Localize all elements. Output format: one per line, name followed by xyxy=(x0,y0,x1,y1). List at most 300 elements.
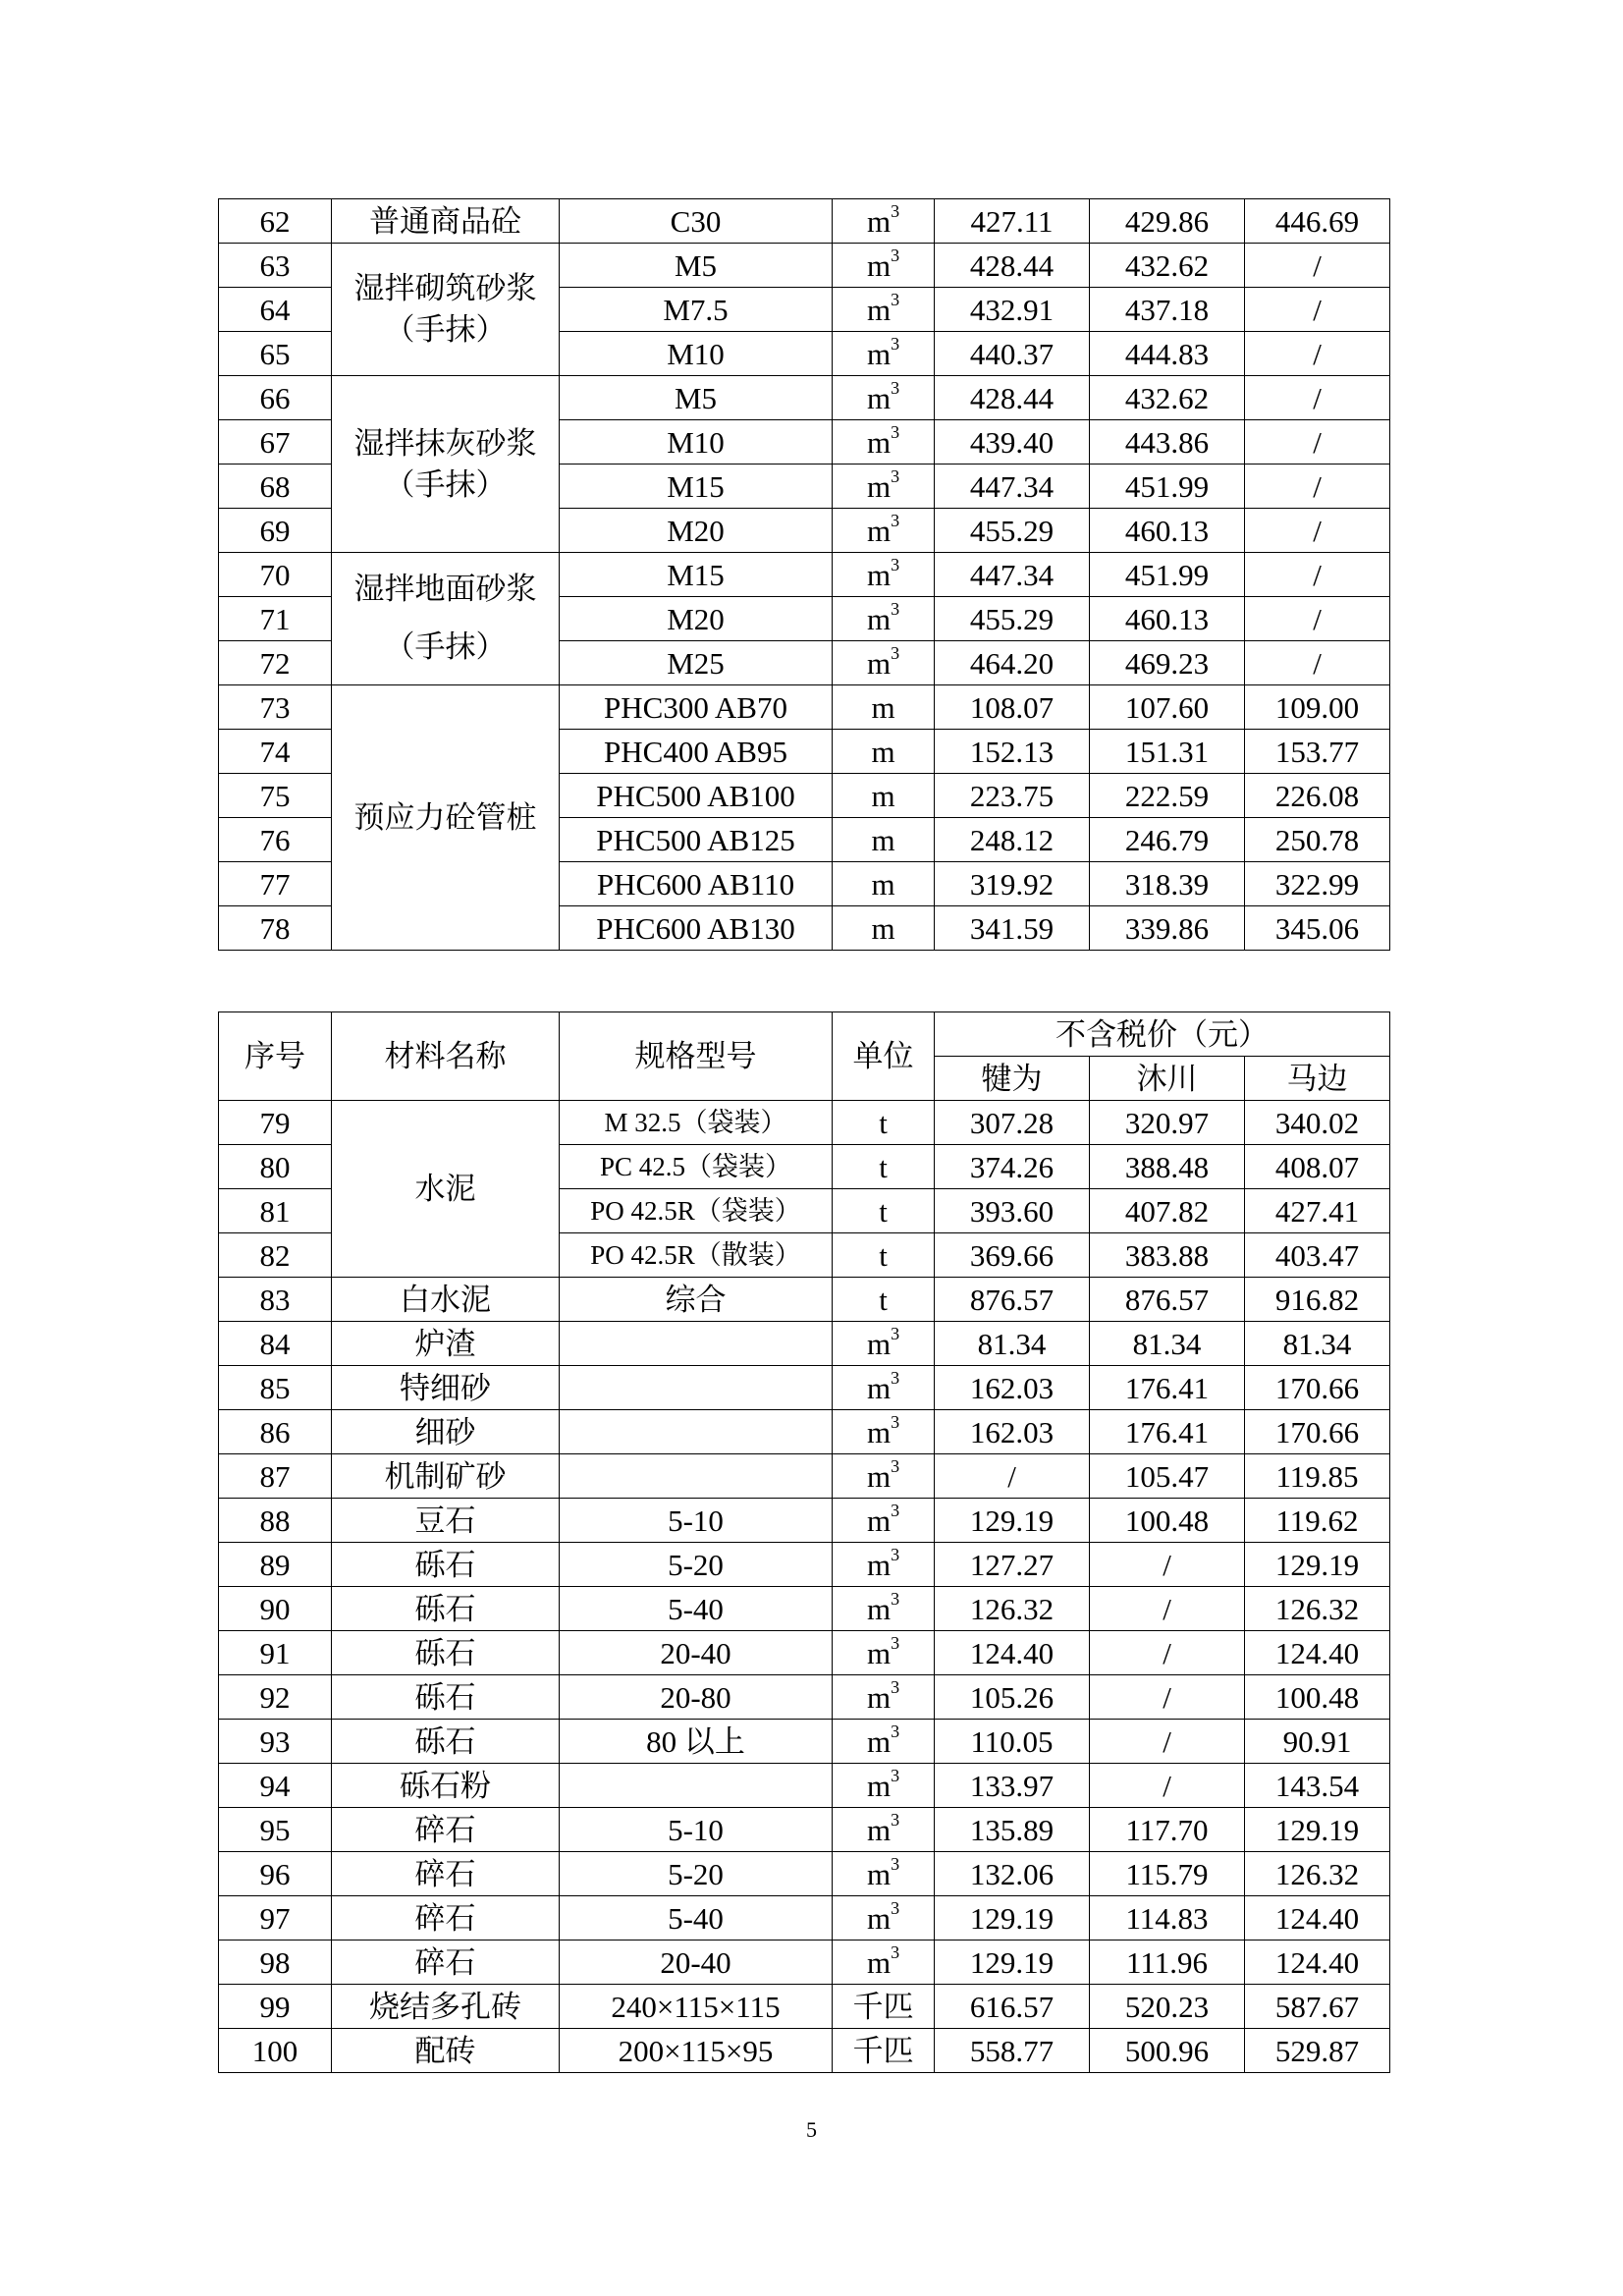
price-city-3: 124.40 xyxy=(1245,1896,1390,1941)
price-city-3: 129.19 xyxy=(1245,1808,1390,1852)
price-city-3: 340.02 xyxy=(1245,1101,1390,1145)
spec-cell: 综合 xyxy=(560,1278,833,1322)
unit-cell: 千匹 xyxy=(833,2029,935,2073)
row-number: 93 xyxy=(219,1720,332,1764)
unit-cell xyxy=(833,332,935,376)
price-city-2: 407.82 xyxy=(1090,1189,1245,1233)
price-city-3: 408.07 xyxy=(1245,1145,1390,1189)
price-city-3: / xyxy=(1245,641,1390,685)
price-city-1: 427.11 xyxy=(935,199,1090,244)
row-number: 65 xyxy=(219,332,332,376)
material-name-cell: 碎石 xyxy=(332,1941,560,1985)
price-city-1: 464.20 xyxy=(935,641,1090,685)
spec-cell: M20 xyxy=(560,597,833,641)
spec-cell: M5 xyxy=(560,376,833,420)
spec-cell: PO 42.5R（袋装） xyxy=(560,1189,833,1233)
material-name-cell: 特细砂 xyxy=(332,1366,560,1410)
price-city-3: 81.34 xyxy=(1245,1322,1390,1366)
spec-cell: M7.5 xyxy=(560,288,833,332)
unit-exponent: 3 xyxy=(891,1721,900,1741)
price-city-3: 153.77 xyxy=(1245,730,1390,774)
spec-cell: M10 xyxy=(560,420,833,465)
price-city-2: 876.57 xyxy=(1090,1278,1245,1322)
unit-base: m xyxy=(866,292,892,327)
price-city-1: 127.27 xyxy=(935,1543,1090,1587)
price-city-2: 222.59 xyxy=(1090,774,1245,818)
price-city-1: 341.59 xyxy=(935,906,1090,951)
row-number: 69 xyxy=(219,509,332,553)
price-city-3: 250.78 xyxy=(1245,818,1390,862)
row-number: 76 xyxy=(219,818,332,862)
material-name-cell xyxy=(332,244,560,376)
unit-base: m xyxy=(866,557,892,592)
unit-base: m xyxy=(866,1635,892,1670)
unit-cell xyxy=(833,1852,935,1896)
spec-cell: 5-10 xyxy=(560,1499,833,1543)
price-city-2: 451.99 xyxy=(1090,465,1245,509)
row-number: 71 xyxy=(219,597,332,641)
row-number: 63 xyxy=(219,244,332,288)
spec-cell: PHC400 AB95 xyxy=(560,730,833,774)
material-name-cell: 砾石 xyxy=(332,1720,560,1764)
unit-cell: m xyxy=(833,862,935,906)
price-city-1: 374.26 xyxy=(935,1145,1090,1189)
row-number: 91 xyxy=(219,1631,332,1675)
price-table-bottom-body xyxy=(219,1101,1390,2073)
price-city-3: 446.69 xyxy=(1245,199,1390,244)
price-city-1: 81.34 xyxy=(935,1322,1090,1366)
unit-cell: m xyxy=(833,906,935,951)
table-row xyxy=(219,244,1390,288)
unit-exponent: 3 xyxy=(891,377,900,398)
unit-base: m xyxy=(866,1547,892,1582)
unit-base: m xyxy=(866,1856,892,1891)
price-city-2: 100.48 xyxy=(1090,1499,1245,1543)
price-table-top xyxy=(218,198,1390,951)
row-number: 72 xyxy=(219,641,332,685)
price-table-bottom xyxy=(218,1011,1390,2073)
unit-exponent: 3 xyxy=(891,421,900,442)
price-city-1: 135.89 xyxy=(935,1808,1090,1852)
material-name-cell: 豆石 xyxy=(332,1499,560,1543)
unit-cell: t xyxy=(833,1189,935,1233)
price-city-2: 176.41 xyxy=(1090,1366,1245,1410)
unit-exponent: 3 xyxy=(891,289,900,309)
price-city-2: 451.99 xyxy=(1090,553,1245,597)
row-number: 81 xyxy=(219,1189,332,1233)
price-city-3: 529.87 xyxy=(1245,2029,1390,2073)
spec-cell: C30 xyxy=(560,199,833,244)
price-city-2: 339.86 xyxy=(1090,906,1245,951)
price-city-3: 109.00 xyxy=(1245,685,1390,730)
price-city-2: 432.62 xyxy=(1090,244,1245,288)
price-city-1: 428.44 xyxy=(935,376,1090,420)
material-name-cell xyxy=(332,553,560,685)
price-city-2: 383.88 xyxy=(1090,1233,1245,1278)
price-city-3: / xyxy=(1245,332,1390,376)
row-number: 87 xyxy=(219,1454,332,1499)
spec-cell: M20 xyxy=(560,509,833,553)
price-city-1: 124.40 xyxy=(935,1631,1090,1675)
unit-exponent: 3 xyxy=(891,1367,900,1388)
unit-base: m xyxy=(866,1591,892,1626)
unit-base: m xyxy=(866,1679,892,1715)
price-city-1: 105.26 xyxy=(935,1675,1090,1720)
unit-cell xyxy=(833,376,935,420)
unit-base: m xyxy=(866,1503,892,1538)
spec-cell: PHC600 AB130 xyxy=(560,906,833,951)
table-row xyxy=(219,1278,1390,1322)
unit-base: m xyxy=(866,336,892,371)
unit-cell xyxy=(833,1587,935,1631)
unit-exponent: 3 xyxy=(891,1588,900,1609)
unit-cell xyxy=(833,641,935,685)
spec-cell: PHC300 AB70 xyxy=(560,685,833,730)
unit-cell xyxy=(833,199,935,244)
unit-exponent: 3 xyxy=(891,1544,900,1564)
unit-cell: t xyxy=(833,1278,935,1322)
table-row xyxy=(219,1631,1390,1675)
material-name-cell: 细砂 xyxy=(332,1410,560,1454)
price-city-2: 151.31 xyxy=(1090,730,1245,774)
spec-cell: 5-40 xyxy=(560,1587,833,1631)
row-number: 98 xyxy=(219,1941,332,1985)
price-city-1: 129.19 xyxy=(935,1941,1090,1985)
unit-cell xyxy=(833,1454,935,1499)
material-name-cell: 预应力砼管桩 xyxy=(332,685,560,951)
price-city-2: 114.83 xyxy=(1090,1896,1245,1941)
unit-exponent: 3 xyxy=(891,245,900,265)
table-row xyxy=(219,1499,1390,1543)
price-city-3: 90.91 xyxy=(1245,1720,1390,1764)
unit-cell xyxy=(833,509,935,553)
price-city-3: / xyxy=(1245,597,1390,641)
price-city-2: 388.48 xyxy=(1090,1145,1245,1189)
price-city-1: 162.03 xyxy=(935,1366,1090,1410)
price-city-3: 124.40 xyxy=(1245,1631,1390,1675)
unit-cell: m xyxy=(833,818,935,862)
price-city-1: 132.06 xyxy=(935,1852,1090,1896)
spec-cell: PC 42.5（袋装） xyxy=(560,1145,833,1189)
price-city-3: 119.85 xyxy=(1245,1454,1390,1499)
spec-cell xyxy=(560,1322,833,1366)
row-number: 68 xyxy=(219,465,332,509)
spec-cell: M15 xyxy=(560,553,833,597)
price-city-2: 437.18 xyxy=(1090,288,1245,332)
unit-exponent: 3 xyxy=(891,1809,900,1830)
row-number: 88 xyxy=(219,1499,332,1543)
header-price: 不含税价（元） xyxy=(935,1012,1390,1057)
unit-base: m xyxy=(866,1812,892,1847)
material-name-cell: 水泥 xyxy=(332,1101,560,1278)
table-row xyxy=(219,1720,1390,1764)
spec-cell xyxy=(560,1764,833,1808)
table-row xyxy=(219,1896,1390,1941)
table-row xyxy=(219,1543,1390,1587)
table-row xyxy=(219,1675,1390,1720)
price-city-2: 176.41 xyxy=(1090,1410,1245,1454)
unit-exponent: 3 xyxy=(891,1765,900,1785)
price-city-1: 447.34 xyxy=(935,553,1090,597)
price-city-2: / xyxy=(1090,1543,1245,1587)
price-city-3: 170.66 xyxy=(1245,1366,1390,1410)
unit-base: m xyxy=(866,645,892,681)
price-city-3: / xyxy=(1245,376,1390,420)
unit-base: m xyxy=(866,203,892,239)
spec-cell: PHC500 AB125 xyxy=(560,818,833,862)
unit-cell: m xyxy=(833,730,935,774)
spec-cell: PO 42.5R（散装） xyxy=(560,1233,833,1278)
price-city-1: 369.66 xyxy=(935,1233,1090,1278)
material-name-cell: 机制矿砂 xyxy=(332,1454,560,1499)
price-city-3: 100.48 xyxy=(1245,1675,1390,1720)
unit-base: m xyxy=(866,424,892,460)
table-row xyxy=(219,685,1390,730)
unit-cell xyxy=(833,1675,935,1720)
price-city-2: 460.13 xyxy=(1090,509,1245,553)
unit-cell xyxy=(833,420,935,465)
unit-base: m xyxy=(866,1768,892,1803)
price-city-2: 111.96 xyxy=(1090,1941,1245,1985)
price-city-3: / xyxy=(1245,420,1390,465)
price-city-3: / xyxy=(1245,553,1390,597)
unit-exponent: 3 xyxy=(891,554,900,574)
table-row xyxy=(219,1322,1390,1366)
material-name-line: 湿拌地面砂浆 xyxy=(353,572,537,607)
price-city-3: 126.32 xyxy=(1245,1587,1390,1631)
price-city-2: / xyxy=(1090,1764,1245,1808)
material-name-cell: 碎石 xyxy=(332,1896,560,1941)
table-row xyxy=(219,1852,1390,1896)
price-city-1: 248.12 xyxy=(935,818,1090,862)
spec-cell: M5 xyxy=(560,244,833,288)
price-city-2: 320.97 xyxy=(1090,1101,1245,1145)
header-city-1: 犍为 xyxy=(935,1057,1090,1101)
unit-base: m xyxy=(866,468,892,504)
price-city-1: 616.57 xyxy=(935,1985,1090,2029)
material-name-cell: 碎石 xyxy=(332,1852,560,1896)
spec-cell xyxy=(560,1410,833,1454)
spec-cell: 5-20 xyxy=(560,1543,833,1587)
spec-cell: 5-10 xyxy=(560,1808,833,1852)
price-city-3: 124.40 xyxy=(1245,1941,1390,1985)
material-name-subline: （手抹） xyxy=(384,312,507,347)
price-city-3: 322.99 xyxy=(1245,862,1390,906)
header-city-2: 沐川 xyxy=(1090,1057,1245,1101)
table-row xyxy=(219,2029,1390,2073)
price-city-2: 444.83 xyxy=(1090,332,1245,376)
price-city-2: 460.13 xyxy=(1090,597,1245,641)
unit-exponent: 3 xyxy=(891,1323,900,1343)
material-name-line: 湿拌砌筑砂浆 xyxy=(353,271,537,306)
price-city-2: 81.34 xyxy=(1090,1322,1245,1366)
material-name-cell: 白水泥 xyxy=(332,1278,560,1322)
spec-cell: 80 以上 xyxy=(560,1720,833,1764)
unit-base: m xyxy=(866,1900,892,1936)
header-city-3: 马边 xyxy=(1245,1057,1390,1101)
row-number: 73 xyxy=(219,685,332,730)
spec-cell xyxy=(560,1454,833,1499)
unit-cell xyxy=(833,288,935,332)
row-number: 82 xyxy=(219,1233,332,1278)
unit-exponent: 3 xyxy=(891,1941,900,1962)
price-city-2: / xyxy=(1090,1720,1245,1764)
spec-cell: 20-40 xyxy=(560,1941,833,1985)
row-number: 97 xyxy=(219,1896,332,1941)
price-city-1: 126.32 xyxy=(935,1587,1090,1631)
header-spec: 规格型号 xyxy=(560,1012,833,1101)
price-city-1: 110.05 xyxy=(935,1720,1090,1764)
price-city-3: 143.54 xyxy=(1245,1764,1390,1808)
price-city-1: 455.29 xyxy=(935,509,1090,553)
unit-cell xyxy=(833,553,935,597)
price-city-3: / xyxy=(1245,509,1390,553)
price-city-3: 119.62 xyxy=(1245,1499,1390,1543)
row-number: 86 xyxy=(219,1410,332,1454)
unit-cell xyxy=(833,1631,935,1675)
page-number: 5 xyxy=(806,2117,817,2142)
row-number: 96 xyxy=(219,1852,332,1896)
price-city-1: 432.91 xyxy=(935,288,1090,332)
price-city-2: 469.23 xyxy=(1090,641,1245,685)
unit-cell xyxy=(833,244,935,288)
unit-base: m xyxy=(866,601,892,636)
material-name-cell: 砾石 xyxy=(332,1543,560,1587)
price-city-3: 427.41 xyxy=(1245,1189,1390,1233)
material-name-cell: 砾石 xyxy=(332,1675,560,1720)
spec-cell: PHC600 AB110 xyxy=(560,862,833,906)
price-city-1: 108.07 xyxy=(935,685,1090,730)
row-number: 78 xyxy=(219,906,332,951)
table-row xyxy=(219,553,1390,597)
row-number: 75 xyxy=(219,774,332,818)
header-row xyxy=(219,1012,1390,1057)
unit-exponent: 3 xyxy=(891,465,900,486)
row-number: 85 xyxy=(219,1366,332,1410)
row-number: 92 xyxy=(219,1675,332,1720)
unit-cell xyxy=(833,1543,935,1587)
material-name-cell: 配砖 xyxy=(332,2029,560,2073)
unit-exponent: 3 xyxy=(891,1500,900,1520)
table-row xyxy=(219,1366,1390,1410)
spec-cell: 20-80 xyxy=(560,1675,833,1720)
row-number: 100 xyxy=(219,2029,332,2073)
row-number: 99 xyxy=(219,1985,332,2029)
unit-cell: t xyxy=(833,1145,935,1189)
price-city-1: 133.97 xyxy=(935,1764,1090,1808)
price-city-3: / xyxy=(1245,465,1390,509)
price-city-1: 455.29 xyxy=(935,597,1090,641)
price-city-2: 443.86 xyxy=(1090,420,1245,465)
row-number: 80 xyxy=(219,1145,332,1189)
unit-cell: 千匹 xyxy=(833,1985,935,2029)
table-row xyxy=(219,1587,1390,1631)
material-name-cell: 烧结多孔砖 xyxy=(332,1985,560,2029)
spec-cell: M10 xyxy=(560,332,833,376)
unit-exponent: 3 xyxy=(891,510,900,530)
price-city-2: 429.86 xyxy=(1090,199,1245,244)
spec-cell: PHC500 AB100 xyxy=(560,774,833,818)
material-name-cell: 普通商品砼 xyxy=(332,199,560,244)
price-city-3: 345.06 xyxy=(1245,906,1390,951)
price-city-1: 129.19 xyxy=(935,1896,1090,1941)
spec-cell: 200×115×95 xyxy=(560,2029,833,2073)
price-city-1: / xyxy=(935,1454,1090,1499)
price-city-1: 876.57 xyxy=(935,1278,1090,1322)
price-city-1: 558.77 xyxy=(935,2029,1090,2073)
table-row xyxy=(219,1941,1390,1985)
unit-cell xyxy=(833,1410,935,1454)
unit-cell xyxy=(833,465,935,509)
header-name: 材料名称 xyxy=(332,1012,560,1101)
table-row xyxy=(219,1764,1390,1808)
price-table-top-body xyxy=(219,199,1390,951)
material-name-cell: 砾石 xyxy=(332,1631,560,1675)
row-number: 67 xyxy=(219,420,332,465)
unit-base: m xyxy=(866,1944,892,1980)
price-city-1: 319.92 xyxy=(935,862,1090,906)
material-name-cell: 碎石 xyxy=(332,1808,560,1852)
price-city-2: 246.79 xyxy=(1090,818,1245,862)
price-city-1: 393.60 xyxy=(935,1189,1090,1233)
price-city-3: 126.32 xyxy=(1245,1852,1390,1896)
unit-exponent: 3 xyxy=(891,1853,900,1874)
unit-base: m xyxy=(866,513,892,548)
unit-base: m xyxy=(866,1370,892,1405)
spec-cell: M 32.5（袋装） xyxy=(560,1101,833,1145)
price-city-3: 587.67 xyxy=(1245,1985,1390,2029)
unit-cell xyxy=(833,1808,935,1852)
unit-exponent: 3 xyxy=(891,598,900,619)
row-number: 95 xyxy=(219,1808,332,1852)
price-city-3: 170.66 xyxy=(1245,1410,1390,1454)
unit-cell xyxy=(833,1896,935,1941)
unit-base: m xyxy=(866,1414,892,1449)
price-city-1: 428.44 xyxy=(935,244,1090,288)
material-name-cell: 砾石粉 xyxy=(332,1764,560,1808)
unit-base: m xyxy=(866,1723,892,1759)
unit-cell xyxy=(833,1941,935,1985)
material-name-subline: （手抹） xyxy=(384,466,507,502)
spec-cell: M15 xyxy=(560,465,833,509)
unit-base: m xyxy=(866,380,892,415)
unit-cell xyxy=(833,597,935,641)
unit-exponent: 3 xyxy=(891,1455,900,1476)
price-city-1: 440.37 xyxy=(935,332,1090,376)
price-city-2: / xyxy=(1090,1631,1245,1675)
row-number: 66 xyxy=(219,376,332,420)
unit-exponent: 3 xyxy=(891,333,900,354)
price-city-1: 152.13 xyxy=(935,730,1090,774)
row-number: 62 xyxy=(219,199,332,244)
row-number: 84 xyxy=(219,1322,332,1366)
price-city-2: 117.70 xyxy=(1090,1808,1245,1852)
unit-exponent: 3 xyxy=(891,642,900,663)
table-row xyxy=(219,1808,1390,1852)
price-city-3: 226.08 xyxy=(1245,774,1390,818)
unit-exponent: 3 xyxy=(891,1676,900,1697)
price-city-2: 500.96 xyxy=(1090,2029,1245,2073)
header-unit: 单位 xyxy=(833,1012,935,1101)
price-city-2: / xyxy=(1090,1675,1245,1720)
unit-base: m xyxy=(866,247,892,283)
table-header xyxy=(219,1012,1390,1101)
unit-cell: t xyxy=(833,1233,935,1278)
price-city-2: / xyxy=(1090,1587,1245,1631)
material-name-cell: 砾石 xyxy=(332,1587,560,1631)
spec-cell: 5-20 xyxy=(560,1852,833,1896)
table-row xyxy=(219,1454,1390,1499)
